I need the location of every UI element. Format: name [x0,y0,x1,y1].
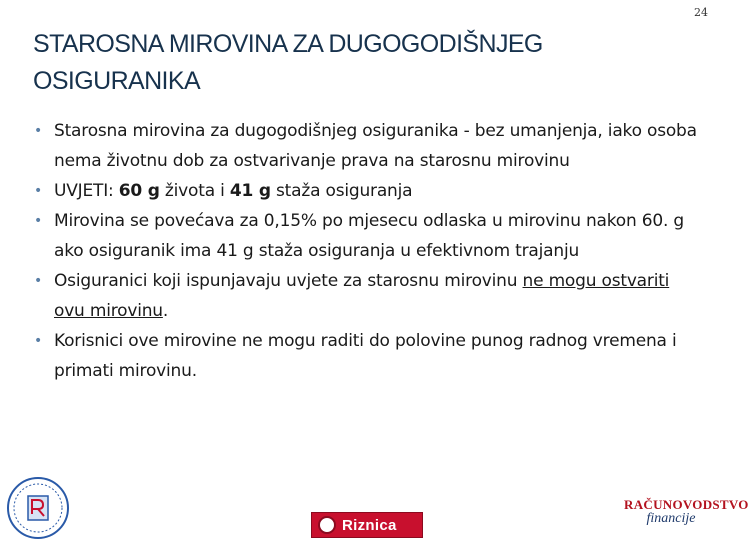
bullet-item [34,206,698,266]
logo-line-2: financije [646,511,696,526]
riznica-seal-icon [318,516,336,534]
bullet-text: staža osiguranja [270,181,413,201]
page-number: 24 [694,6,708,19]
bullet-dot-icon: • [34,183,43,199]
bullet-text: života i [159,181,230,201]
bullet-item [34,266,698,326]
bullet-text: . [162,301,169,321]
bullet-text: Osiguranici koji ispunjavaju uvjete za starosnu mirovinu [54,271,523,291]
logo-line-1: RAČUNOVODSTVO [624,497,749,512]
conditions-label: UVJETI: [54,181,119,201]
bullet-dot-icon: • [34,333,43,349]
underlined-text: ne mogu ostvariti ovu mirovinu [54,271,670,321]
bullet-dot-icon: • [34,213,43,229]
bullet-item [34,326,698,386]
racunovodstvo-logo [624,497,749,537]
bullet-text: Korisnici ove mirovine ne mogu raditi do polovine punog radnog vremena i primati mirovinu. [54,331,677,381]
bullet-text: Starosna mirovina za dugogodišnjeg osiguranika - bez umanjenja, iako osoba nema životnu dob za ostvarivanje prava na starosnu mirovinu [54,121,697,171]
age-requirement: 60 g [118,181,160,201]
bullet-dot-icon: • [34,123,43,139]
service-requirement: 41 g [229,181,271,201]
bullet-dot-icon: • [34,273,43,289]
riznica-logo [311,512,423,538]
bullet-text: Mirovina se povećava za 0,15% po mjesecu odlaska u mirovinu nakon 60. g ako osiguranik ima 41 g staža osiguranja u efektivnom trajanju [54,211,685,261]
slide-title: STAROSNA MIROVINA ZA DUGOGODIŠNJEG OSIGURANIKA [33,30,543,95]
bullet-item [34,116,698,176]
bullet-item [34,176,698,206]
circular-seal-logo-icon [2,474,74,540]
riznica-logo-text: Riznica [342,516,397,534]
bullet-list [34,116,698,386]
